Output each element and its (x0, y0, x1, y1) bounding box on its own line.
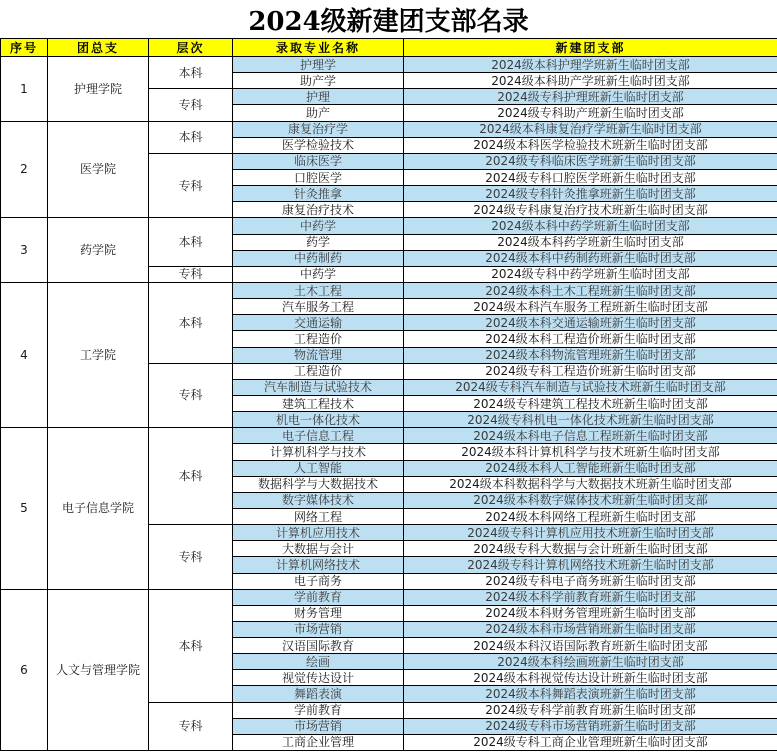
cell-college: 护理学院 (48, 57, 149, 122)
cell-branch: 2024级专科大数据与会计班新生临时团支部 (404, 541, 777, 557)
cell-major: 计算机网络技术 (233, 557, 404, 573)
cell-major: 助产 (233, 105, 404, 121)
cell-branch: 2024级专科学前教育班新生临时团支部 (404, 702, 777, 718)
cell-major: 学前教育 (233, 702, 404, 718)
cell-major: 网络工程 (233, 508, 404, 524)
page-title: 2024级新建团支部名录 (0, 0, 777, 39)
branch-table (0, 38, 777, 751)
cell-college: 药学院 (48, 218, 149, 283)
cell-major: 汽车服务工程 (233, 299, 404, 315)
cell-branch: 2024级专科汽车制造与试验技术班新生临时团支部 (404, 379, 777, 395)
table-row (1, 57, 777, 73)
cell-major: 计算机应用技术 (233, 525, 404, 541)
header-seq: 序号 (1, 39, 48, 57)
cell-major: 中药制药 (233, 250, 404, 266)
cell-branch: 2024级本科数据科学与大数据技术班新生临时团支部 (404, 476, 777, 492)
header-major: 录取专业名称 (233, 39, 404, 57)
table-row (1, 218, 777, 234)
cell-major: 康复治疗技术 (233, 202, 404, 218)
cell-level: 专科 (149, 153, 233, 218)
cell-major: 土木工程 (233, 282, 404, 298)
cell-major: 人工智能 (233, 460, 404, 476)
table-row (1, 282, 777, 298)
cell-branch: 2024级专科机电一体化技术班新生临时团支部 (404, 412, 777, 428)
cell-major: 视觉传达设计 (233, 670, 404, 686)
cell-college: 电子信息学院 (48, 428, 149, 589)
cell-major: 工商企业管理 (233, 734, 404, 750)
table-row (1, 589, 777, 605)
cell-branch: 2024级本科舞蹈表演班新生临时团支部 (404, 686, 777, 702)
cell-branch: 2024级专科护理班新生临时团支部 (404, 89, 777, 105)
cell-branch: 2024级本科视觉传达设计班新生临时团支部 (404, 670, 777, 686)
cell-college: 人文与管理学院 (48, 589, 149, 750)
cell-major: 建筑工程技术 (233, 395, 404, 411)
cell-major: 舞蹈表演 (233, 686, 404, 702)
cell-major: 数字媒体技术 (233, 492, 404, 508)
cell-seq: 4 (1, 282, 48, 427)
header-level: 层次 (149, 39, 233, 57)
cell-level: 专科 (149, 363, 233, 428)
cell-major: 针灸推拿 (233, 186, 404, 202)
cell-branch: 2024级本科土木工程班新生临时团支部 (404, 282, 777, 298)
header-college: 团总支 (48, 39, 149, 57)
cell-branch: 2024级本科电子信息工程班新生临时团支部 (404, 428, 777, 444)
cell-branch: 2024级本科药学班新生临时团支部 (404, 234, 777, 250)
cell-major: 工程造价 (233, 331, 404, 347)
cell-college: 工学院 (48, 282, 149, 427)
cell-branch: 2024级专科计算机网络技术班新生临时团支部 (404, 557, 777, 573)
cell-branch: 2024级本科工程造价班新生临时团支部 (404, 331, 777, 347)
cell-branch: 2024级专科工程造价班新生临时团支部 (404, 363, 777, 379)
cell-branch: 2024级本科物流管理班新生临时团支部 (404, 347, 777, 363)
cell-branch: 2024级专科助产班新生临时团支部 (404, 105, 777, 121)
cell-branch: 2024级本科交通运输班新生临时团支部 (404, 315, 777, 331)
cell-seq: 1 (1, 57, 48, 122)
cell-major: 大数据与会计 (233, 541, 404, 557)
cell-level: 本科 (149, 121, 233, 153)
cell-branch: 2024级专科临床医学班新生临时团支部 (404, 153, 777, 169)
cell-major: 交通运输 (233, 315, 404, 331)
cell-branch: 2024级专科计算机应用技术班新生临时团支部 (404, 525, 777, 541)
cell-seq: 2 (1, 121, 48, 218)
cell-major: 物流管理 (233, 347, 404, 363)
cell-level: 专科 (149, 702, 233, 750)
cell-branch: 2024级本科学前教育班新生临时团支部 (404, 589, 777, 605)
cell-branch: 2024级专科针灸推拿班新生临时团支部 (404, 186, 777, 202)
cell-branch: 2024级本科护理学班新生临时团支部 (404, 57, 777, 73)
cell-branch: 2024级本科助产学班新生临时团支部 (404, 73, 777, 89)
cell-major: 绘画 (233, 654, 404, 670)
cell-major: 中药学 (233, 266, 404, 282)
cell-branch: 2024级专科中药学班新生临时团支部 (404, 266, 777, 282)
cell-level: 本科 (149, 57, 233, 89)
cell-branch: 2024级本科市场营销班新生临时团支部 (404, 621, 777, 637)
table-row (1, 121, 777, 137)
cell-branch: 2024级专科康复治疗技术班新生临时团支部 (404, 202, 777, 218)
cell-major: 中药学 (233, 218, 404, 234)
cell-branch: 2024级本科中药学班新生临时团支部 (404, 218, 777, 234)
cell-major: 医学检验技术 (233, 137, 404, 153)
cell-level: 本科 (149, 282, 233, 363)
cell-major: 市场营销 (233, 621, 404, 637)
cell-major: 汉语国际教育 (233, 638, 404, 654)
cell-branch: 2024级本科康复治疗学班新生临时团支部 (404, 121, 777, 137)
cell-branch: 2024级本科汉语国际教育班新生临时团支部 (404, 638, 777, 654)
cell-major: 护理学 (233, 57, 404, 73)
cell-branch: 2024级本科数字媒体技术班新生临时团支部 (404, 492, 777, 508)
cell-branch: 2024级专科电子商务班新生临时团支部 (404, 573, 777, 589)
cell-level: 专科 (149, 89, 233, 121)
cell-major: 护理 (233, 89, 404, 105)
cell-branch: 2024级本科中药制药班新生临时团支部 (404, 250, 777, 266)
cell-branch: 2024级本科医学检验技术班新生临时团支部 (404, 137, 777, 153)
cell-branch: 2024级本科绘画班新生临时团支部 (404, 654, 777, 670)
cell-major: 电子商务 (233, 573, 404, 589)
cell-major: 机电一体化技术 (233, 412, 404, 428)
cell-major: 财务管理 (233, 605, 404, 621)
cell-branch: 2024级专科口腔医学班新生临时团支部 (404, 169, 777, 185)
cell-major: 口腔医学 (233, 169, 404, 185)
cell-seq: 5 (1, 428, 48, 589)
cell-major: 工程造价 (233, 363, 404, 379)
cell-major: 计算机科学与技术 (233, 444, 404, 460)
cell-major: 药学 (233, 234, 404, 250)
cell-level: 本科 (149, 589, 233, 702)
cell-major: 助产学 (233, 73, 404, 89)
cell-branch: 2024级本科人工智能班新生临时团支部 (404, 460, 777, 476)
cell-branch: 2024级本科计算机科学与技术班新生临时团支部 (404, 444, 777, 460)
table-row (1, 428, 777, 444)
table-body (1, 57, 777, 751)
cell-major: 临床医学 (233, 153, 404, 169)
cell-level: 本科 (149, 428, 233, 525)
cell-major: 电子信息工程 (233, 428, 404, 444)
cell-major: 数据科学与大数据技术 (233, 476, 404, 492)
table-header (1, 39, 777, 57)
cell-level: 本科 (149, 218, 233, 266)
cell-level: 专科 (149, 266, 233, 282)
cell-major: 康复治疗学 (233, 121, 404, 137)
cell-branch: 2024级专科市场营销班新生临时团支部 (404, 718, 777, 734)
cell-level: 专科 (149, 525, 233, 590)
cell-major: 学前教育 (233, 589, 404, 605)
cell-branch: 2024级专科工商企业管理班新生临时团支部 (404, 734, 777, 750)
cell-branch: 2024级专科建筑工程技术班新生临时团支部 (404, 395, 777, 411)
cell-seq: 3 (1, 218, 48, 283)
cell-college: 医学院 (48, 121, 149, 218)
cell-major: 汽车制造与试验技术 (233, 379, 404, 395)
header-row (1, 39, 777, 57)
cell-branch: 2024级本科财务管理班新生临时团支部 (404, 605, 777, 621)
cell-branch: 2024级本科网络工程班新生临时团支部 (404, 508, 777, 524)
cell-branch: 2024级本科汽车服务工程班新生临时团支部 (404, 299, 777, 315)
cell-seq: 6 (1, 589, 48, 750)
cell-major: 市场营销 (233, 718, 404, 734)
header-branch: 新建团支部 (404, 39, 777, 57)
